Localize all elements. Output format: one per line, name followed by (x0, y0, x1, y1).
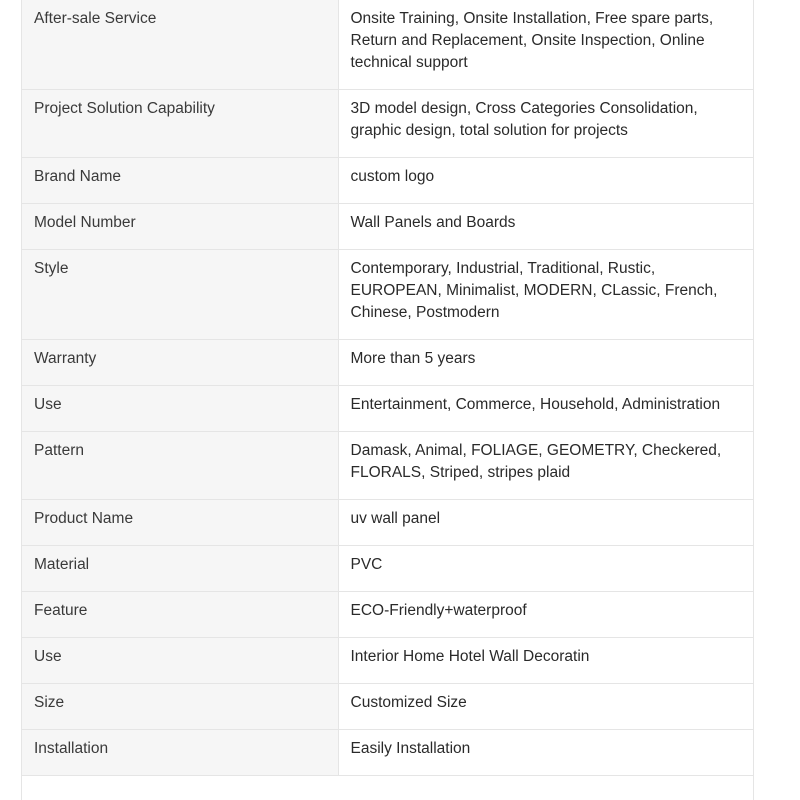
table-row (22, 592, 753, 638)
row-value: custom logo (338, 158, 753, 204)
table-row (22, 204, 753, 250)
table-row (22, 340, 753, 386)
row-label: Installation (22, 730, 338, 776)
table-row (22, 158, 753, 204)
row-label: Warranty (22, 340, 338, 386)
row-label: After-sale Service (22, 0, 338, 90)
row-value: Onsite Training, Onsite Installation, Free spare parts, Return and Replacement, Onsite Inspection, Online technical support (338, 0, 753, 90)
row-value: ECO-Friendly+waterproof (338, 592, 753, 638)
table-row (22, 250, 753, 340)
spec-table-container (21, 0, 754, 800)
row-value: Damask, Animal, FOLIAGE, GEOMETRY, Checkered, FLORALS, Striped, stripes plaid (338, 432, 753, 500)
row-value: Interior Home Hotel Wall Decoratin (338, 638, 753, 684)
row-label: Style (22, 250, 338, 340)
row-value: 3D model design, Cross Categories Consolidation, graphic design, total solution for projects (338, 90, 753, 158)
spec-table (22, 0, 753, 776)
row-value: More than 5 years (338, 340, 753, 386)
row-value: Entertainment, Commerce, Household, Administration (338, 386, 753, 432)
row-label: Feature (22, 592, 338, 638)
row-value: Contemporary, Industrial, Traditional, Rustic, EUROPEAN, Minimalist, MODERN, CLassic, French, Chinese, Postmodern (338, 250, 753, 340)
table-row (22, 638, 753, 684)
row-value: Easily Installation (338, 730, 753, 776)
row-value: Wall Panels and Boards (338, 204, 753, 250)
table-row (22, 500, 753, 546)
row-label: Use (22, 386, 338, 432)
row-label: Product Name (22, 500, 338, 546)
row-label: Project Solution Capability (22, 90, 338, 158)
row-label: Pattern (22, 432, 338, 500)
row-label: Size (22, 684, 338, 730)
table-row (22, 90, 753, 158)
table-row (22, 730, 753, 776)
row-label: Material (22, 546, 338, 592)
row-label: Brand Name (22, 158, 338, 204)
row-label: Use (22, 638, 338, 684)
row-value: uv wall panel (338, 500, 753, 546)
table-row (22, 684, 753, 730)
table-row (22, 432, 753, 500)
table-row (22, 0, 753, 90)
row-label: Model Number (22, 204, 338, 250)
table-row (22, 386, 753, 432)
row-value: Customized Size (338, 684, 753, 730)
table-row (22, 546, 753, 592)
row-value: PVC (338, 546, 753, 592)
